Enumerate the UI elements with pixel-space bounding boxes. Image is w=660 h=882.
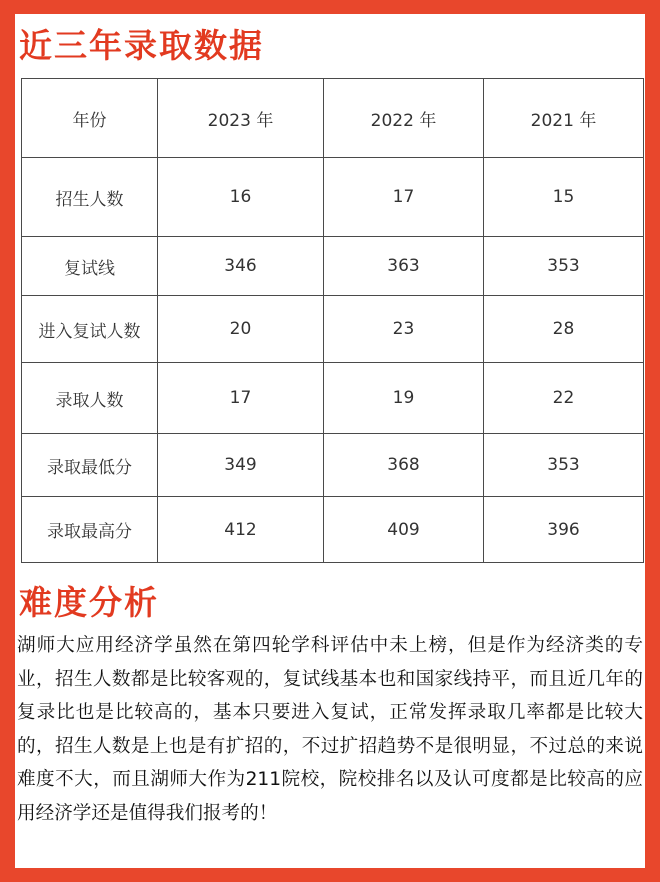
row-label: 录取最高分 bbox=[22, 497, 158, 563]
header-cell-2021: 2021 年 bbox=[484, 79, 644, 158]
table-cell: 22 bbox=[484, 363, 644, 434]
difficulty-analysis-paragraph: 湖师大应用经济学虽然在第四轮学科评估中未上榜，但是作为经济类的专业，招生人数都是比较客观的，复试线基本也和国家线持平，而且近几年的复录比也是比较高的，基本只要进入复试，正常发挥录取几率都是比较大的，招生人数是上也是有扩招的，不过扩招趋势不是很明显，不过总的来说难度不大，而且湖师大作为211院校，院校排名以及认可度都是比较高的应用经济学还是值得我们报考的！ bbox=[17, 635, 643, 824]
table-cell: 353 bbox=[484, 237, 644, 296]
row-label: 录取最低分 bbox=[22, 434, 158, 497]
table-cell: 19 bbox=[324, 363, 484, 434]
table-cell: 16 bbox=[158, 158, 324, 237]
table-cell: 17 bbox=[158, 363, 324, 434]
table-cell: 28 bbox=[484, 296, 644, 363]
table-cell: 349 bbox=[158, 434, 324, 497]
table-row-admitted-count bbox=[22, 363, 644, 434]
section-title-admission-data: 近三年录取数据 bbox=[19, 26, 264, 65]
header-cell-2023: 2023 年 bbox=[158, 79, 324, 158]
table-row-min-score bbox=[22, 434, 644, 497]
table-cell: 412 bbox=[158, 497, 324, 563]
row-label: 录取人数 bbox=[22, 363, 158, 434]
header-cell-2022: 2022 年 bbox=[324, 79, 484, 158]
table-cell: 17 bbox=[324, 158, 484, 237]
content-card bbox=[15, 14, 645, 868]
section-title-difficulty: 难度分析 bbox=[19, 583, 159, 622]
table-cell: 368 bbox=[324, 434, 484, 497]
admission-data-table bbox=[21, 78, 644, 563]
table-cell: 409 bbox=[324, 497, 484, 563]
row-label: 招生人数 bbox=[22, 158, 158, 237]
row-label: 复试线 bbox=[22, 237, 158, 296]
table-row-max-score bbox=[22, 497, 644, 563]
table-cell: 396 bbox=[484, 497, 644, 563]
table-cell: 346 bbox=[158, 237, 324, 296]
table-row-enrollment bbox=[22, 158, 644, 237]
table-header-row bbox=[22, 79, 644, 158]
table-row-retest-count bbox=[22, 296, 644, 363]
row-label: 进入复试人数 bbox=[22, 296, 158, 363]
table-cell: 23 bbox=[324, 296, 484, 363]
table-cell: 20 bbox=[158, 296, 324, 363]
table-cell: 353 bbox=[484, 434, 644, 497]
table-cell: 15 bbox=[484, 158, 644, 237]
table-cell: 363 bbox=[324, 237, 484, 296]
table-row-retest-line bbox=[22, 237, 644, 296]
header-cell-year: 年份 bbox=[22, 79, 158, 158]
